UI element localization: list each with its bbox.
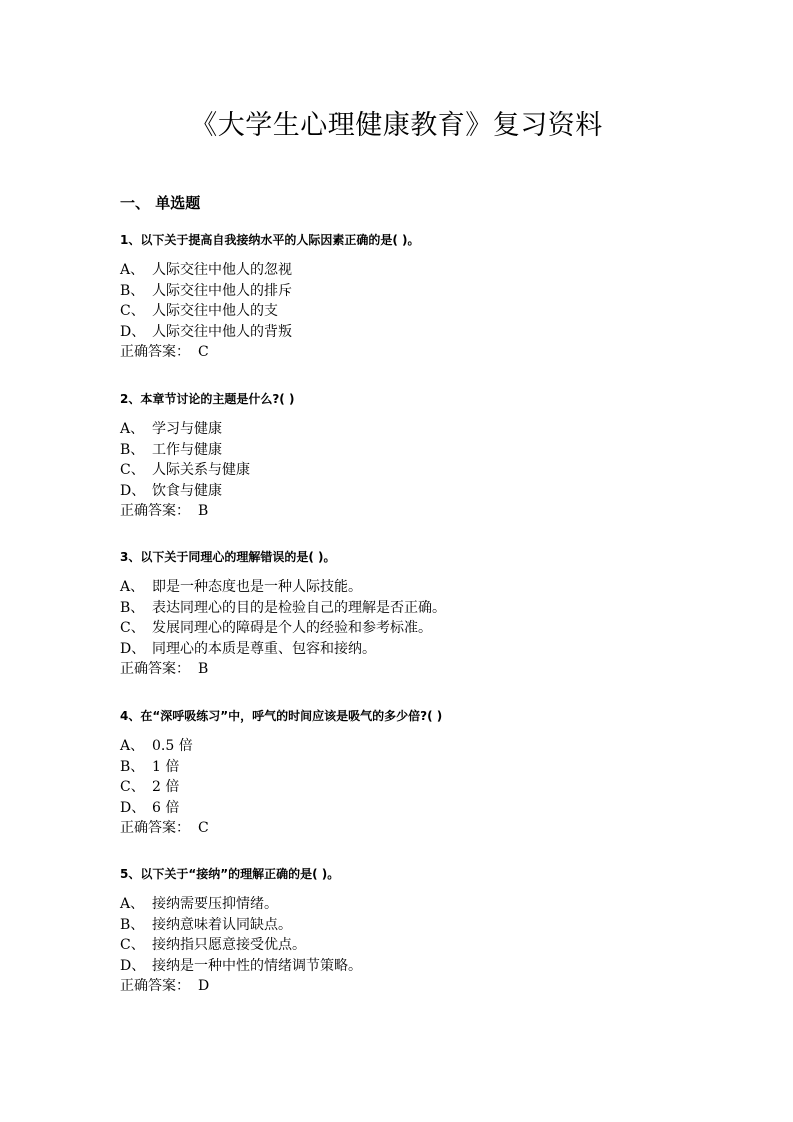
question-stem: 4、在“深呼吸练习”中，呼气的时间应该是吸气的多少倍?( ) (120, 709, 443, 723)
option-d (120, 798, 680, 819)
option-letter: A、 (120, 896, 145, 912)
correct-answer (120, 659, 680, 680)
answer-value: C (198, 344, 209, 360)
option-letter: D、 (120, 482, 146, 499)
option-text: 接纳是一种中性的情绪调节策略。 (152, 957, 362, 974)
option-c (120, 935, 680, 956)
option-b (120, 281, 680, 302)
option-c (120, 777, 680, 798)
option-letter: A、 (120, 579, 145, 595)
option-b (120, 757, 680, 778)
correct-answer (120, 342, 680, 363)
option-a (120, 894, 680, 915)
option-letter: D、 (120, 957, 146, 974)
answer-label: 正确答案： (120, 661, 190, 677)
option-text: 0.5 倍 (152, 738, 193, 754)
option-letter: A、 (120, 262, 145, 278)
option-a (120, 577, 680, 598)
option-letter: C、 (120, 779, 145, 795)
option-letter: A、 (120, 421, 145, 437)
option-letter: C、 (120, 937, 145, 953)
option-b (120, 598, 680, 619)
section-heading: 一、 单选题 (120, 194, 201, 212)
option-text: 接纳指只愿意接受优点。 (152, 937, 306, 953)
option-d (120, 956, 680, 977)
option-letter: B、 (120, 441, 145, 458)
question-4 (120, 706, 680, 839)
answer-value: B (198, 503, 209, 519)
option-c (120, 460, 680, 481)
option-list (120, 260, 680, 363)
question-stem: 2、本章节讨论的主题是什么?( ) (120, 392, 295, 406)
correct-answer (120, 818, 680, 839)
option-text: 人际交往中他人的忽视 (152, 262, 292, 278)
option-text: 饮食与健康 (152, 482, 222, 499)
question-stem: 5、以下关于“接纳”的理解正确的是( )。 (120, 867, 340, 881)
option-d (120, 639, 680, 660)
option-letter: B、 (120, 599, 145, 616)
answer-label: 正确答案： (120, 978, 190, 994)
option-text: 同理心的本质是尊重、包容和接纳。 (152, 640, 376, 657)
option-text: 2 倍 (152, 779, 180, 795)
option-text: 接纳需要压抑情绪。 (152, 896, 278, 912)
option-list (120, 736, 680, 839)
option-text: 人际交往中他人的背叛 (152, 323, 292, 340)
question-1 (120, 230, 680, 363)
option-list (120, 419, 680, 522)
option-a (120, 260, 680, 281)
correct-answer (120, 501, 680, 522)
option-list (120, 577, 680, 680)
option-list (120, 894, 680, 997)
option-b (120, 440, 680, 461)
option-d (120, 322, 680, 343)
question-stem: 3、以下关于同理心的理解错误的是( )。 (120, 550, 336, 564)
option-text: 工作与健康 (152, 441, 222, 458)
option-text: 学习与健康 (152, 421, 222, 437)
option-b (120, 915, 680, 936)
question-5 (120, 864, 680, 997)
answer-value: B (198, 661, 209, 677)
answer-label: 正确答案： (120, 503, 190, 519)
answer-label: 正确答案： (120, 344, 190, 360)
option-letter: C、 (120, 303, 145, 319)
option-text: 表达同理心的目的是检验自己的理解是否正确。 (152, 599, 446, 616)
option-letter: B、 (120, 758, 145, 775)
option-a (120, 419, 680, 440)
option-letter: C、 (120, 462, 145, 478)
option-text: 即是一种态度也是一种人际技能。 (152, 579, 362, 595)
option-c (120, 301, 680, 322)
option-text: 6 倍 (152, 799, 180, 816)
option-a (120, 736, 680, 757)
correct-answer (120, 976, 680, 997)
option-letter: B、 (120, 282, 145, 299)
option-d (120, 481, 680, 502)
document-title: 《大学生心理健康教育》复习资料 (190, 110, 603, 141)
option-text: 接纳意味着认同缺点。 (152, 916, 292, 933)
answer-label: 正确答案： (120, 820, 190, 836)
option-text: 发展同理心的障碍是个人的经验和参考标准。 (152, 620, 432, 636)
option-letter: A、 (120, 738, 145, 754)
option-text: 1 倍 (152, 758, 180, 775)
option-letter: C、 (120, 620, 145, 636)
option-letter: D、 (120, 640, 146, 657)
option-letter: D、 (120, 799, 146, 816)
option-c (120, 618, 680, 639)
option-text: 人际交往中他人的支 (152, 303, 278, 319)
option-letter: B、 (120, 916, 145, 933)
question-2 (120, 389, 680, 522)
answer-value: D (198, 978, 210, 994)
option-text: 人际交往中他人的排斥 (152, 282, 292, 299)
option-letter: D、 (120, 323, 146, 340)
question-stem: 1、以下关于提高自我接纳水平的人际因素正确的是( )。 (120, 233, 420, 247)
option-text: 人际关系与健康 (152, 462, 250, 478)
answer-value: C (198, 820, 209, 836)
question-3 (120, 547, 680, 680)
